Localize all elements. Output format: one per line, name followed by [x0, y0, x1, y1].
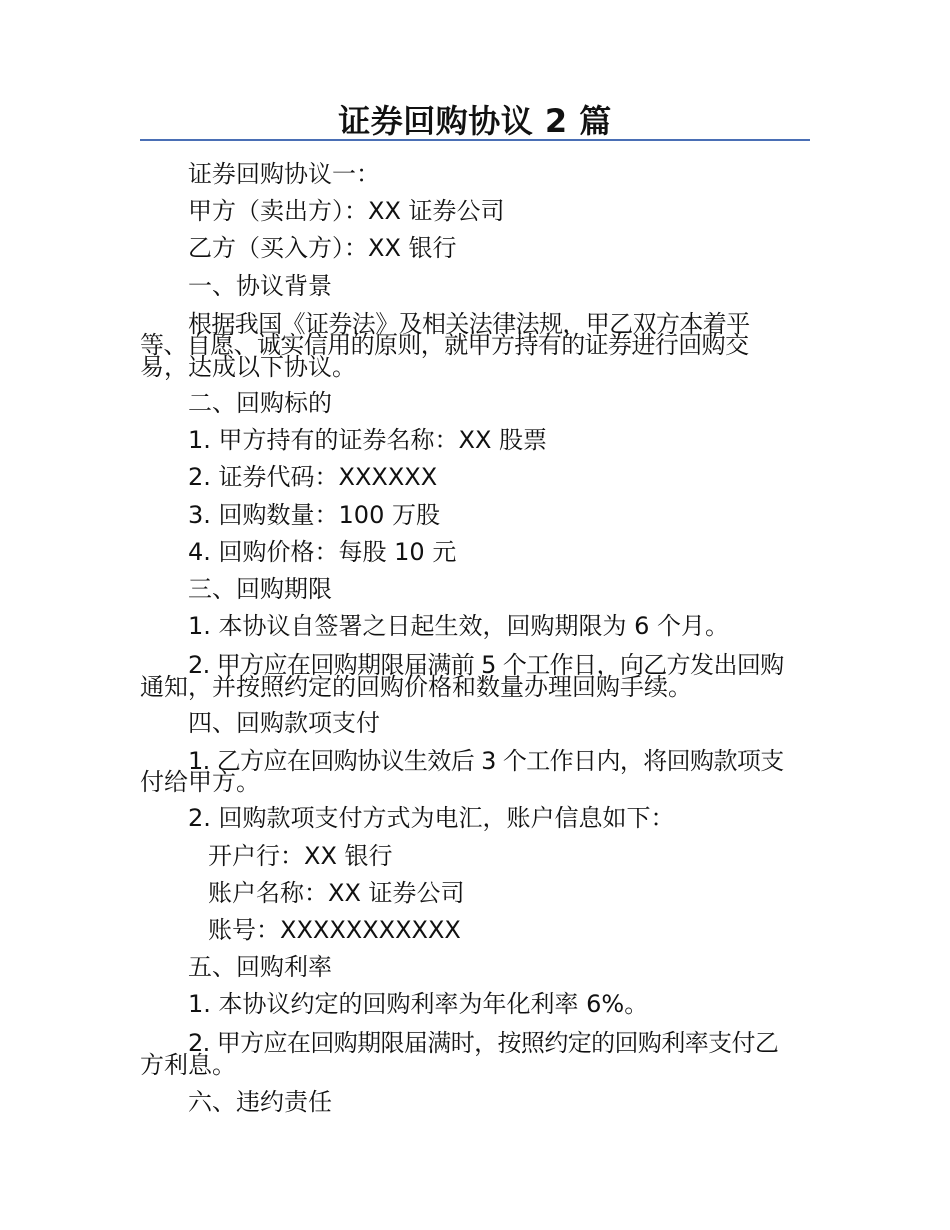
payment-item-1-line-1: 1. 乙方应在回购协议生效后 3 个工作日内，将回购款项支 [188, 747, 784, 775]
term-item-2-line-2: 通知，并按照约定的回购价格和数量办理回购手续。 [140, 673, 692, 701]
payment-item-1-line-2: 付给甲方。 [140, 768, 260, 796]
subject-item-4: 4. 回购价格：每股 10 元 [188, 538, 457, 566]
background-paragraph-line-1: 根据我国《证券法》及相关法律法规，甲乙双方本着平 [188, 310, 750, 338]
document-title: 证券回购协议 2 篇 [338, 102, 612, 140]
section-heading-rate: 五、回购利率 [188, 953, 332, 981]
subject-item-3: 3. 回购数量：100 万股 [188, 501, 440, 529]
section-heading-liability: 六、违约责任 [188, 1088, 332, 1116]
account-name: 账户名称：XX 证券公司 [208, 879, 465, 907]
section-heading-subject: 二、回购标的 [188, 389, 332, 417]
background-paragraph-line-3: 易，达成以下协议。 [140, 353, 356, 381]
subject-item-2: 2. 证券代码：XXXXXX [188, 463, 438, 491]
payment-item-2: 2. 回购款项支付方式为电汇，账户信息如下： [188, 804, 675, 832]
agreement-intro: 证券回购协议一： [188, 160, 380, 188]
subject-item-1: 1. 甲方持有的证券名称：XX 股票 [188, 426, 548, 454]
section-heading-background: 一、协议背景 [188, 272, 332, 300]
section-heading-payment: 四、回购款项支付 [188, 709, 380, 737]
rate-item-1: 1. 本协议约定的回购利率为年化利率 6%。 [188, 990, 649, 1018]
bank-name: 开户行：XX 银行 [208, 842, 393, 870]
account-number: 账号：XXXXXXXXXXX [208, 916, 461, 944]
section-heading-term: 三、回购期限 [188, 575, 332, 603]
rate-item-2-line-2: 方利息。 [140, 1051, 236, 1079]
title-underline [140, 139, 810, 141]
rate-item-2-line-1: 2. 甲方应在回购期限届满时，按照约定的回购利率支付乙 [188, 1029, 779, 1057]
party-b: 乙方（买入方）：XX 银行 [188, 234, 457, 262]
term-item-1: 1. 本协议自签署之日起生效，回购期限为 6 个月。 [188, 612, 730, 640]
party-a: 甲方（卖出方）：XX 证券公司 [188, 197, 505, 225]
term-item-2-line-1: 2. 甲方应在回购期限届满前 5 个工作日，向乙方发出回购 [188, 651, 784, 679]
background-paragraph-line-2: 等、自愿、诚实信用的原则，就甲方持有的证券进行回购交 [140, 331, 749, 359]
